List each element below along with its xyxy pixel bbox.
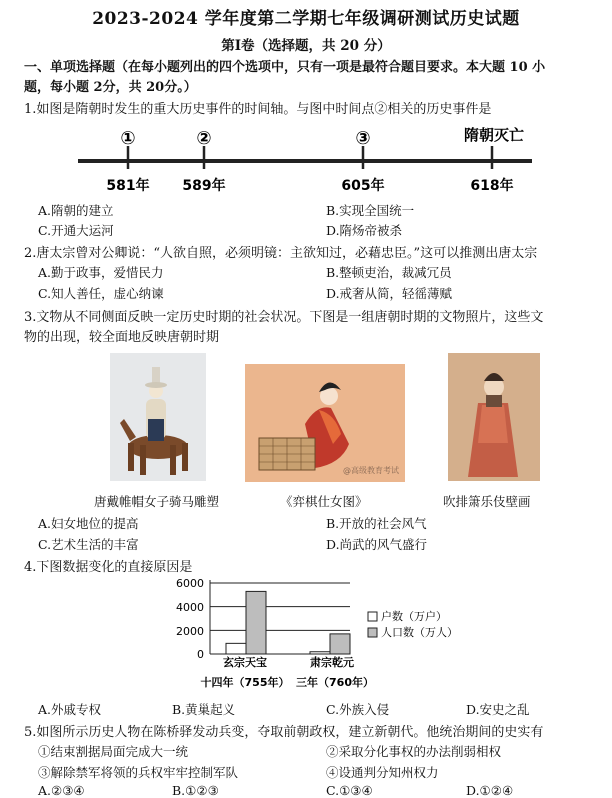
bar-hu-0	[226, 643, 246, 654]
x-label-xuanzong: 玄宗天宝	[223, 656, 267, 669]
q5-item-3: ③解除禁军将领的兵权牢牢控制军队	[38, 765, 239, 780]
x-sublabel-760: 三年（760年）	[296, 676, 374, 689]
q2-option-a: A.勤于政事，爱惜民力	[38, 265, 164, 280]
q3-caption-1: 唐戴帷帽女子骑马雕塑	[94, 494, 220, 509]
timeline-year-589: 589年	[182, 178, 226, 194]
timeline-year-618: 618年	[470, 178, 514, 194]
q5-option-a: A.②③④	[38, 783, 85, 798]
timeline-year-581: 581年	[106, 178, 150, 194]
q1-option-a: A.隋朝的建立	[38, 203, 114, 218]
q5-item-1: ①结束割据局面完成大一统	[38, 744, 189, 759]
legend-swatch-renkou	[368, 628, 377, 637]
q5-option-c: C.①③④	[326, 783, 373, 798]
q3-option-c: C.艺术生活的丰富	[38, 537, 139, 552]
y-tick-4000: 4000	[176, 601, 204, 614]
section-heading-line2: 题，每小题 2分，共 20分。）	[24, 80, 197, 95]
y-tick-6000: 6000	[176, 577, 204, 590]
timeline-end-label: 隋朝灭亡	[463, 126, 525, 144]
y-tick-2000: 2000	[176, 625, 204, 638]
q4-option-b: B.黄巢起义	[172, 702, 236, 717]
timeline-year-605: 605年	[341, 178, 385, 194]
bar-renkou-0	[246, 591, 266, 654]
q2-option-d: D.戒奢从简，轻徭薄赋	[326, 286, 453, 301]
q2-option-c: C.知人善任，虚心纳谏	[38, 286, 164, 301]
bar-renkou-1	[330, 634, 350, 654]
q5-item-4: ④设通判分知州权力	[326, 765, 439, 780]
legend-label-renkou: 人口数（万人）	[381, 626, 458, 639]
q1-option-b: B.实现全国统一	[326, 203, 415, 218]
q2-stem: 2.唐太宗曾对公卿说：“人欲自照，必须明镜：主欲知过，必藉忠臣。”这可以推测出唐太宗	[24, 246, 538, 261]
q4-option-c: C.外族入侵	[326, 702, 390, 717]
legend-swatch-hu	[368, 612, 377, 621]
page-title: 2023-2024 学年度第二学期七年级调研测试历史试题	[92, 9, 520, 29]
q4-stem: 4.下图数据变化的直接原因是	[24, 560, 193, 575]
x-sublabel-755: 十四年（755年）	[200, 676, 290, 689]
photo-weiqi-lady-painting	[245, 364, 405, 482]
q5-stem: 5.如图所示历史人物在陈桥驿发动兵变，夺取前朝政权，建立新朝代。他统治期间的史实有	[24, 725, 544, 740]
q5-item-2: ②采取分化事权的办法削弱相权	[326, 744, 502, 759]
q4-option-d: D.安史之乱	[466, 702, 530, 717]
q1-option-c: C.开通大运河	[38, 223, 114, 238]
q1-timeline	[0, 118, 612, 200]
q1-option-d: D.隋炀帝被杀	[326, 223, 403, 238]
bar-hu-1	[310, 652, 330, 654]
y-tick-0: 0	[197, 648, 204, 661]
q3-caption-2: 《弈棋仕女图》	[280, 494, 368, 509]
timeline-marker-2: ②	[196, 128, 212, 149]
q3-stem-line1: 3.文物从不同侧面反映一定历史时期的社会状况。下图是一组唐朝时期的文物照片，这些文	[24, 310, 544, 325]
q3-caption-3: 吹排箫乐伎壁画	[443, 494, 531, 509]
q3-stem-line2: 物的出现，较全面地反映唐朝时期	[24, 330, 220, 345]
page-subtitle: 第Ⅰ卷（选择题，共 20 分）	[221, 38, 391, 54]
timeline-marker-1: ①	[120, 128, 136, 149]
photo-panpipe-mural	[448, 353, 540, 481]
q4-option-a: A.外戚专权	[38, 702, 102, 717]
watermark-text: @高级教育考试	[343, 466, 399, 475]
q4-bar-chart	[160, 574, 480, 692]
timeline-marker-3: ③	[355, 128, 371, 149]
q3-option-d: D.尚武的风气盛行	[326, 537, 428, 552]
q5-option-b: B.①②③	[172, 783, 219, 798]
q3-option-a: A.妇女地位的提高	[38, 516, 139, 531]
legend-label-hu: 户数（万户）	[381, 610, 447, 623]
panpipe-musician-illustration	[448, 353, 540, 481]
horse-rider-illustration	[110, 353, 206, 481]
q1-stem: 1.如图是隋朝时发生的重大历史事件的时间轴。与图中时间点②相关的历史事件是	[24, 102, 492, 117]
q2-option-b: B.整顿吏治，裁减冗员	[326, 265, 452, 280]
x-label-suzong: 肃宗乾元	[310, 656, 354, 669]
q3-option-b: B.开放的社会风气	[326, 516, 427, 531]
section-heading-line1: 一、单项选择题（在每小题列出的四个选项中，只有一项是最符合题目要求。本大题 10 小	[24, 60, 546, 75]
photo-horse-rider-sculpture	[110, 353, 206, 481]
q5-option-d: D.①②④	[466, 783, 514, 798]
